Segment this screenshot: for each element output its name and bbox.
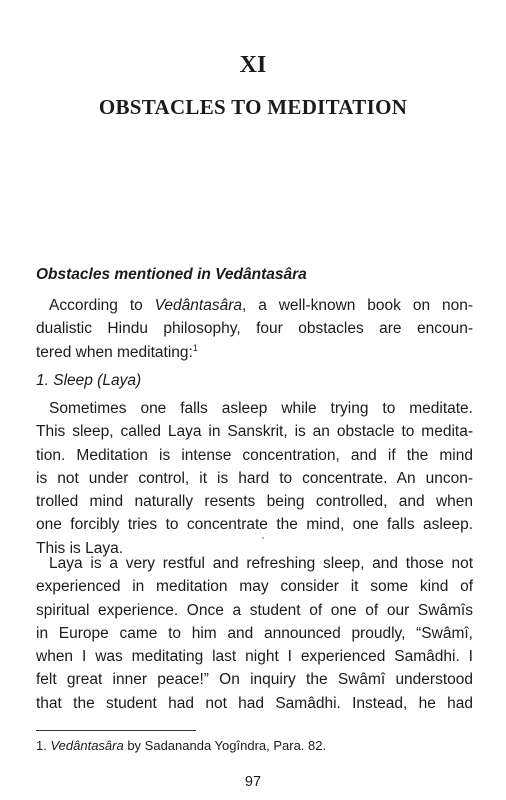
footnote-book: Vedântasâra (50, 738, 124, 753)
subsection-heading: 1. Sleep (Laya) (36, 372, 142, 389)
chapter-number: XI (239, 52, 267, 78)
footnote-text: by Sadananda Yogîndra, Para. 82. (123, 738, 327, 753)
sleep-line: This is Laya. (36, 539, 124, 557)
laya-line: spiritual experience. Once a student of one of our Swâmîs (36, 601, 473, 619)
section-heading-prefix: Obstacles mentioned in (36, 266, 216, 283)
footnote-divider (36, 730, 196, 731)
section-heading (36, 266, 307, 284)
footnote (36, 738, 326, 753)
sleep-line: one forcibly tries to concentrate the mind, one falls asleep. (36, 516, 473, 534)
chapter-title: OBSTACLES TO MEDITATION (98, 95, 408, 119)
print-speck (262, 537, 264, 539)
intro-line-1-book: Vedântasâra (154, 297, 242, 314)
sleep-line: tion. Meditation is intense concentration, and if the mind (36, 446, 473, 464)
footnote-number: 1. (36, 738, 51, 753)
laya-line: that the student had not had Samâdhi. Instead, he had (36, 694, 473, 712)
sleep-line: Sometimes one falls asleep while trying to meditate. (49, 400, 473, 417)
intro-line-2: dualistic Hindu philosophy, four obstacles are encoun- (36, 320, 473, 338)
laya-line: experienced in meditation may consider it some kind of (36, 578, 473, 596)
intro-line-3 (36, 341, 473, 364)
intro-paragraph (36, 294, 473, 364)
sleep-line: is not under control, it is hard to concentrate. An uncon- (36, 469, 473, 487)
footnote-reference: 1 (192, 342, 198, 353)
page-number: 97 (244, 774, 262, 790)
intro-line-1-a: According to (49, 297, 155, 314)
laya-line: Laya is a very restful and refreshing sleep, and those not (49, 555, 473, 572)
sleep-line: trolled mind naturally resents being controlled, and when (36, 493, 473, 511)
section-heading-book: Vedântasâra (215, 266, 307, 283)
sleep-paragraph (36, 397, 473, 560)
laya-line: in Europe came to him and announced proudly, “Swâmî, (36, 624, 473, 642)
laya-line: when I was meditating last night I experienced Samâdhi. I (36, 648, 473, 666)
intro-line-1 (36, 294, 473, 317)
sleep-line: This sleep, called Laya in Sanskrit, is an obstacle to medita- (36, 423, 473, 441)
laya-paragraph (36, 552, 473, 715)
intro-line-3-text: tered when meditating: (36, 343, 193, 361)
laya-line: felt great inner peace!” On inquiry the Swâmî understood (36, 671, 473, 689)
intro-line-1-b: , a well-known book on non- (242, 297, 473, 314)
